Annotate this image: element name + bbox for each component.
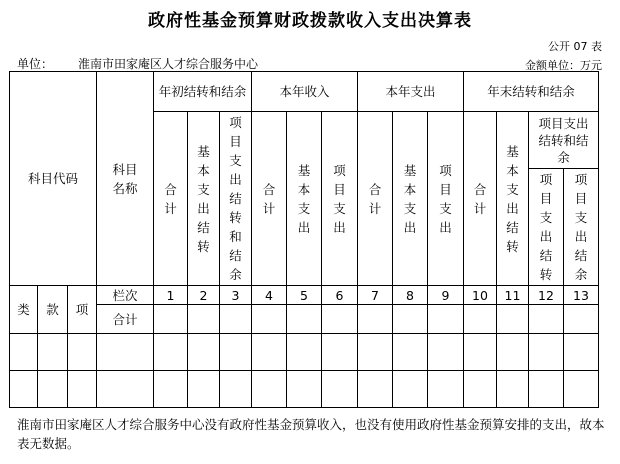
- header-basic-expense: 基本支出: [393, 112, 428, 286]
- table-cell: [393, 371, 428, 408]
- table-cell: [97, 371, 154, 408]
- table-cell: [393, 334, 428, 371]
- table-cell: [10, 371, 38, 408]
- table-cell: [10, 334, 38, 371]
- column-number: 7: [358, 286, 393, 305]
- column-number: 2: [188, 286, 220, 305]
- table-cell: [564, 305, 599, 334]
- table-row: [10, 334, 599, 371]
- table-cell: [529, 305, 564, 334]
- table-cell: [252, 371, 287, 408]
- table-cell: [464, 305, 497, 334]
- table-row: [10, 371, 599, 408]
- table-cell: [68, 334, 97, 371]
- header-project-expense: 项目支出: [428, 112, 464, 286]
- table-cell: [68, 371, 97, 408]
- header-item: 项: [68, 286, 97, 334]
- column-number: 11: [497, 286, 529, 305]
- table-cell: [220, 334, 252, 371]
- unit-label: 单位：: [17, 57, 54, 71]
- column-number: 6: [322, 286, 358, 305]
- column-number: 12: [529, 286, 564, 305]
- header-project-carryover: 项目支出结转: [529, 169, 564, 286]
- header-begin-balance: 年初结转和结余: [154, 72, 252, 112]
- header-project-expense: 项目支出: [322, 112, 358, 286]
- report-title: 政府性基金预算财政拨款收入支出决算表: [148, 11, 472, 31]
- header-project-surplus: 项目支出结余: [564, 169, 599, 286]
- table-cell: [38, 334, 68, 371]
- table-cell: [252, 334, 287, 371]
- header-total: 合计: [464, 112, 497, 286]
- grand-total-label: 合计: [97, 305, 154, 334]
- amount-unit: 金额单位：万元: [525, 59, 602, 72]
- footnote: 淮南市田家庵区人才综合服务中心没有政府性基金预算收入，也没有使用政府性基金预算安排的支出，故本表无数据。: [17, 417, 605, 451]
- unit-name: 淮南市田家庵区人才综合服务中心: [78, 57, 259, 71]
- header-basic-exp-balance: 基本支出结转: [188, 112, 220, 286]
- table-cell: [252, 305, 287, 334]
- table-cell: [393, 305, 428, 334]
- table-cell: [97, 334, 154, 371]
- table-cell: [287, 305, 322, 334]
- table-cell: [188, 371, 220, 408]
- table-cell: [154, 334, 188, 371]
- table-cell: [188, 334, 220, 371]
- table-cell: [322, 371, 358, 408]
- table-cell: [322, 334, 358, 371]
- table-cell: [529, 334, 564, 371]
- table-cell: [38, 371, 68, 408]
- table-cell: [154, 305, 188, 334]
- header-total: 合计: [358, 112, 393, 286]
- table-cell: [287, 334, 322, 371]
- column-number: 10: [464, 286, 497, 305]
- table-cell: [464, 334, 497, 371]
- table-cell: [529, 371, 564, 408]
- header-total: 合计: [154, 112, 188, 286]
- column-number: 8: [393, 286, 428, 305]
- header-subject-name: 科目名称: [97, 72, 154, 286]
- table-cell: [287, 371, 322, 408]
- table-cell: [428, 371, 464, 408]
- header-project-balance: 项目支出结转和结余: [220, 112, 252, 286]
- table-cell: [564, 371, 599, 408]
- table-cell: [464, 371, 497, 408]
- table-cell: [497, 371, 529, 408]
- column-number: 4: [252, 286, 287, 305]
- header-section: 款: [38, 286, 68, 334]
- header-end-balance: 年末结转和结余: [464, 72, 599, 112]
- table-cell: [220, 371, 252, 408]
- column-number: 13: [564, 286, 599, 305]
- table-cell: [428, 305, 464, 334]
- table-cell: [322, 305, 358, 334]
- budget-table: [9, 71, 599, 408]
- column-number-label: 栏次: [97, 286, 154, 305]
- form-number: 公开 07 表: [548, 40, 602, 53]
- header-project-balance: 项目支出结转和结余: [529, 112, 599, 169]
- table-cell: [564, 334, 599, 371]
- column-number: 9: [428, 286, 464, 305]
- table-cell: [428, 334, 464, 371]
- header-current-expense: 本年支出: [358, 72, 464, 112]
- header-basic-expense: 基本支出: [287, 112, 322, 286]
- table-cell: [188, 305, 220, 334]
- header-current-income: 本年收入: [252, 72, 358, 112]
- column-number: 1: [154, 286, 188, 305]
- table-cell: [497, 305, 529, 334]
- column-number: 5: [287, 286, 322, 305]
- table-cell: [154, 371, 188, 408]
- column-number: 3: [220, 286, 252, 305]
- table-cell: [358, 371, 393, 408]
- table-cell: [220, 305, 252, 334]
- header-category: 类: [10, 286, 38, 334]
- header-basic-exp-balance: 基本支出结转: [497, 112, 529, 286]
- table-cell: [358, 334, 393, 371]
- table-cell: [358, 305, 393, 334]
- header-subject-code: 科目代码: [10, 72, 97, 286]
- table-cell: [497, 334, 529, 371]
- header-total: 合计: [252, 112, 287, 286]
